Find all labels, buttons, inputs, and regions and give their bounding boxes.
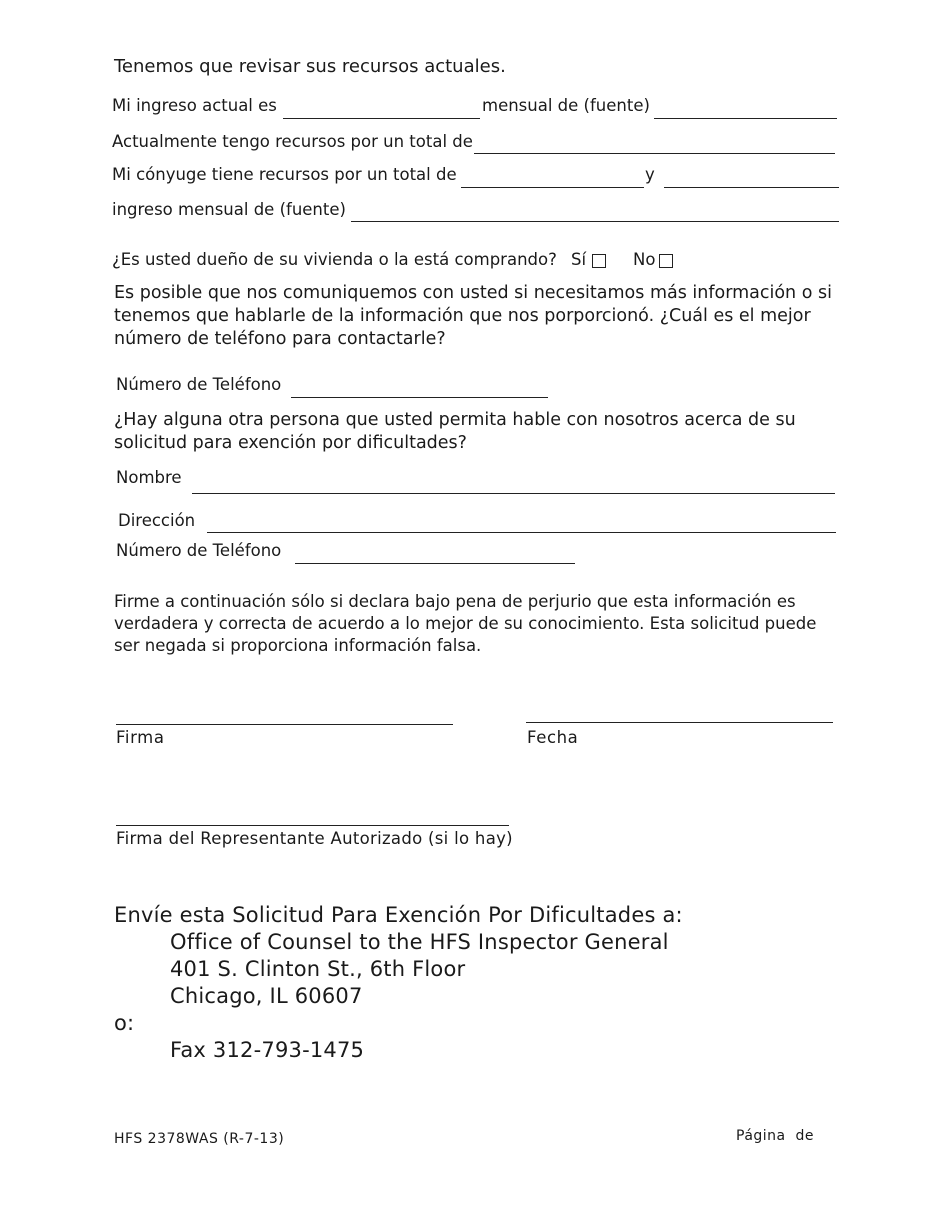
income-source-field[interactable]: [654, 118, 837, 119]
resources-label: Actualmente tengo recursos por un total de: [112, 132, 473, 151]
intro-text: Tenemos que revisar sus recursos actuales.: [114, 56, 506, 77]
spouse-resources-field[interactable]: [461, 187, 644, 188]
page-number: Página de: [736, 1128, 815, 1144]
income-label: Mi ingreso actual es: [112, 96, 277, 115]
send-or: o:: [114, 1011, 135, 1035]
other-name-label: Nombre: [116, 468, 182, 487]
home-no-checkbox[interactable]: [659, 254, 673, 268]
home-no-label: No: [633, 250, 656, 269]
phone-label: Número de Teléfono: [116, 375, 282, 394]
home-question: ¿Es usted dueño de su vivienda o la está comprando?: [112, 250, 557, 269]
other-address-label: Dirección: [118, 511, 196, 530]
send-heading: Envíe esta Solicitud Para Exención Por Dificultades a:: [114, 903, 683, 927]
income-source-label: mensual de (fuente): [482, 96, 650, 115]
contact-paragraph: Es posible que nos comuniquemos con usted si necesitamos más información o si tenemos que hablarle de la información que nos porporcionó. ¿Cuál es el mejor número de teléfono para contactarle?: [114, 283, 832, 349]
spouse-and-label: y: [645, 165, 655, 184]
send-city: Chicago, IL 60607: [170, 984, 363, 1008]
signature-field[interactable]: [116, 724, 453, 725]
home-yes-checkbox[interactable]: [592, 254, 606, 268]
other-person-paragraph: ¿Hay alguna otra persona que usted permita hable con nosotros acerca de su solicitud para exención por dificultades?: [114, 410, 796, 453]
resources-total-field[interactable]: [474, 153, 835, 154]
date-label: Fecha: [527, 728, 579, 747]
spouse-income-label: ingreso mensual de (fuente): [112, 200, 346, 219]
other-address-field[interactable]: [207, 532, 836, 533]
date-field[interactable]: [526, 722, 833, 723]
rep-signature-label: Firma del Representante Autorizado (si lo hay): [116, 829, 513, 848]
rep-signature-field[interactable]: [116, 825, 509, 826]
spouse-income-source-field[interactable]: [351, 221, 839, 222]
phone-field[interactable]: [291, 397, 548, 398]
income-amount-field[interactable]: [283, 118, 480, 119]
signature-label: Firma: [116, 728, 165, 747]
send-office: Office of Counsel to the HFS Inspector General: [170, 930, 669, 954]
signature-paragraph: Firme a continuación sólo si declara bajo pena de perjurio que esta información es verdadera y correcta de acuerdo a lo mejor de su conocimiento. Esta solicitud puede ser negada si proporciona información falsa.: [114, 592, 817, 655]
spouse-extra-field[interactable]: [664, 187, 839, 188]
send-street: 401 S. Clinton St., 6th Floor: [170, 957, 466, 981]
spouse-resources-label: Mi cónyuge tiene recursos por un total de: [112, 165, 457, 184]
other-name-field[interactable]: [192, 493, 835, 494]
form-id: HFS 2378WAS (R-7-13): [114, 1131, 285, 1147]
home-yes-label: Sí: [571, 250, 587, 269]
other-phone-field[interactable]: [295, 563, 575, 564]
send-fax: Fax 312-793-1475: [170, 1038, 365, 1062]
other-phone-label: Número de Teléfono: [116, 541, 282, 560]
